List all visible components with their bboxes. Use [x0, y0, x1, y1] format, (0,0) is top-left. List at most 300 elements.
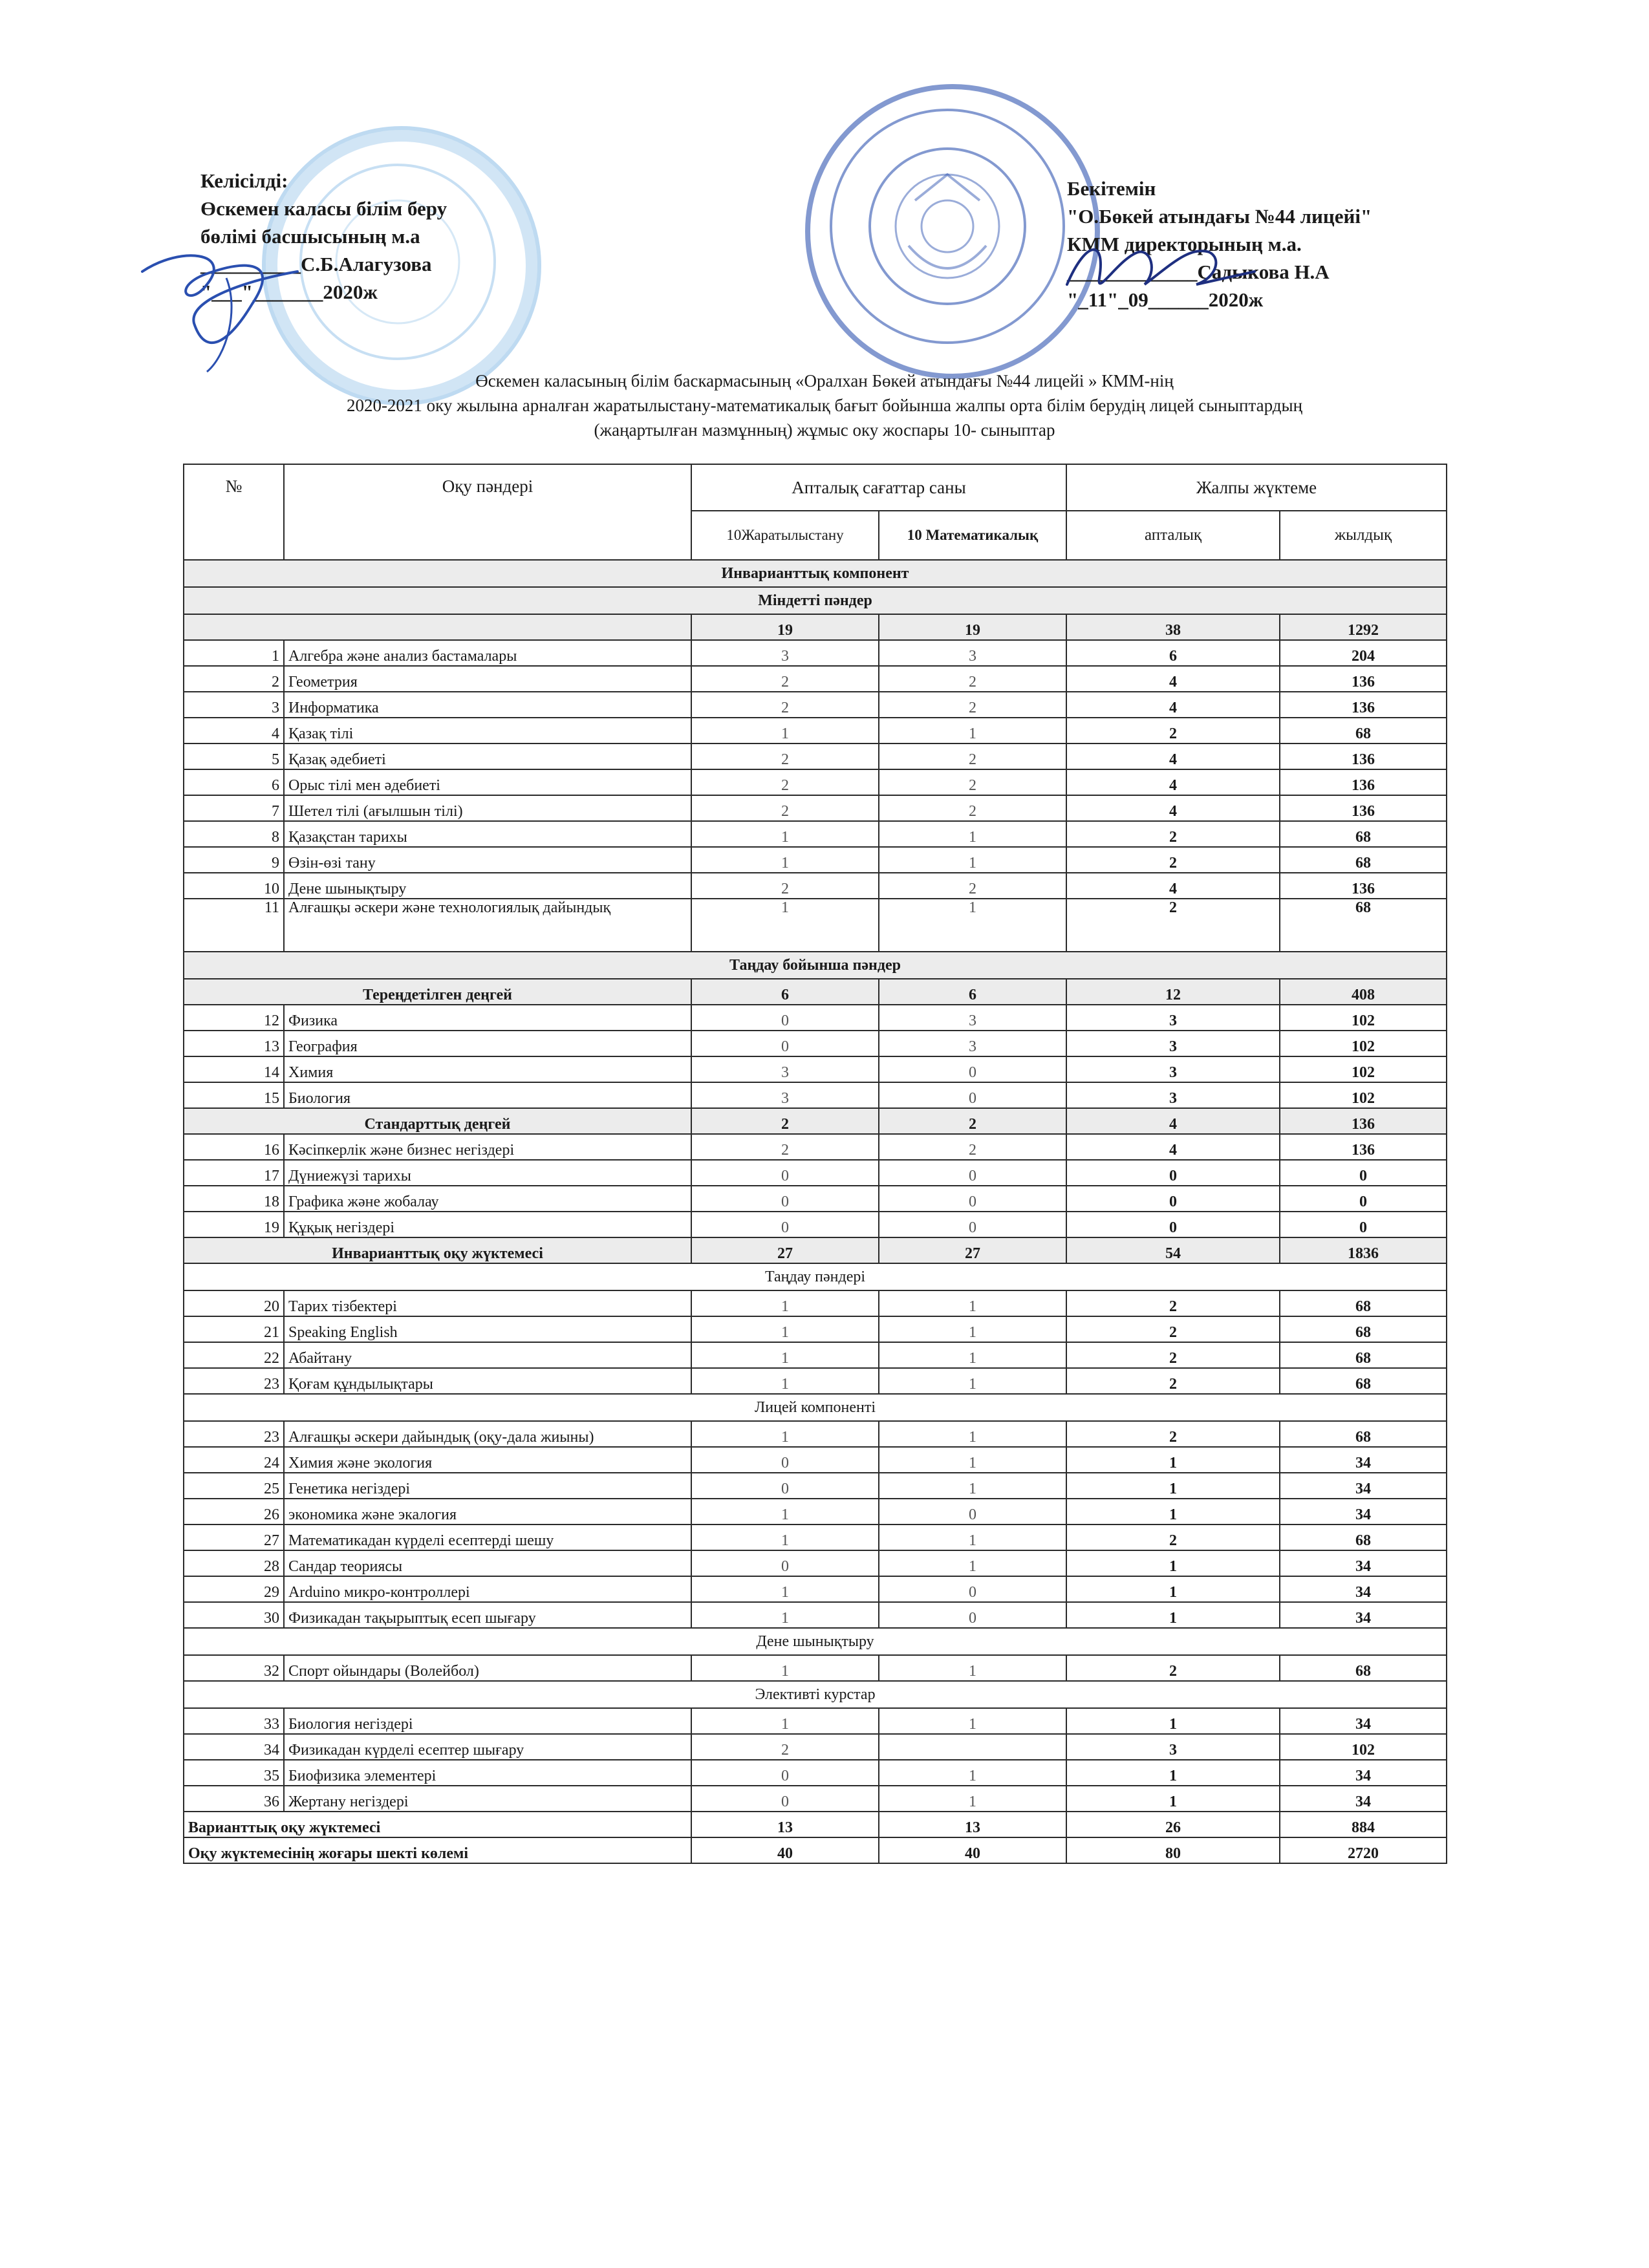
row-number: 16 [184, 1134, 284, 1160]
hours-natural-sciences: 1 [691, 1602, 879, 1628]
weekly-total: 1 [1066, 1602, 1280, 1628]
title-line3: (жаңартылған мазмұнның) жұмыс оку жоспары 10- сыныптар [594, 420, 1055, 440]
row-number: 19 [184, 1212, 284, 1237]
subject-name: Қазақ әдебиеті [284, 744, 691, 769]
subject-name: Speaking English [284, 1316, 691, 1342]
subject-name: Дене шынықтыру [284, 873, 691, 899]
weekly-total: 3 [1066, 1734, 1280, 1760]
mandatory-totals-row-yearly: 1292 [1280, 614, 1447, 640]
hours-natural-sciences: 1 [691, 1342, 879, 1368]
hours-math: 0 [879, 1186, 1066, 1212]
table-row [184, 821, 1447, 847]
table-row [184, 1708, 1447, 1734]
yearly-total: 102 [1280, 1734, 1447, 1760]
hours-natural-sciences: 3 [691, 640, 879, 666]
section-pe-label: Дене шынықтыру [184, 1628, 1447, 1655]
weekly-total: 4 [1066, 744, 1280, 769]
row-number: 14 [184, 1056, 284, 1082]
yearly-total: 68 [1280, 1655, 1447, 1681]
yearly-total: 0 [1280, 1186, 1447, 1212]
weekly-total: 4 [1066, 1134, 1280, 1160]
hours-math: 1 [879, 1524, 1066, 1550]
hours-math: 0 [879, 1576, 1066, 1602]
col-yearly-header: жылдық [1280, 511, 1447, 560]
weekly-total: 4 [1066, 795, 1280, 821]
hours-math: 0 [879, 1499, 1066, 1524]
variant-total-row [184, 1812, 1447, 1837]
mandatory-totals-row-math: 19 [879, 614, 1066, 640]
subject-name: Биология негіздері [284, 1708, 691, 1734]
subject-name: Алғашқы әскери және технологиялық дайындық [284, 899, 691, 952]
yearly-total: 34 [1280, 1473, 1447, 1499]
advanced-level-row-math: 6 [879, 979, 1066, 1005]
yearly-total: 68 [1280, 1290, 1447, 1316]
hours-natural-sciences: 0 [691, 1786, 879, 1812]
variant-total-row-label: Варианттық оқу жүктемесі [184, 1812, 691, 1837]
row-number: 21 [184, 1316, 284, 1342]
hours-math: 1 [879, 1473, 1066, 1499]
section-mandatory-label: Міндетті пәндер [184, 587, 1447, 614]
table-row [184, 1576, 1447, 1602]
subject-name: Химия және экология [284, 1447, 691, 1473]
table-row [184, 1082, 1447, 1108]
subject-name: Алғашқы әскери дайындық (оқу-дала жиыны) [284, 1421, 691, 1447]
subject-name: Өзін-өзі тану [284, 847, 691, 873]
approval-right-line4: _____________Садыкова Н.А [1067, 261, 1330, 283]
row-number: 29 [184, 1576, 284, 1602]
hours-natural-sciences: 1 [691, 847, 879, 873]
subject-name: Arduino микро-контроллері [284, 1576, 691, 1602]
section-elective-label: Таңдау бойынша пәндер [184, 952, 1447, 979]
weekly-total: 6 [1066, 640, 1280, 666]
hours-math: 1 [879, 821, 1066, 847]
yearly-total: 102 [1280, 1005, 1447, 1031]
hours-natural-sciences: 0 [691, 1186, 879, 1212]
section-invariant-label: Инварианттық компонент [184, 560, 1447, 587]
yearly-total: 136 [1280, 795, 1447, 821]
yearly-total: 68 [1280, 1368, 1447, 1394]
invariant-total-row-math: 27 [879, 1237, 1066, 1263]
max-total-row-math: 40 [879, 1837, 1066, 1863]
hours-math: 0 [879, 1160, 1066, 1186]
subject-name: Химия [284, 1056, 691, 1082]
weekly-total: 2 [1066, 1421, 1280, 1447]
table-row [184, 1368, 1447, 1394]
hours-natural-sciences: 1 [691, 1524, 879, 1550]
yearly-total: 136 [1280, 1134, 1447, 1160]
advanced-level-row-natural-sciences: 6 [691, 979, 879, 1005]
row-number: 23 [184, 1368, 284, 1394]
hours-math: 2 [879, 795, 1066, 821]
approval-right-line1: Бекітемін [1067, 177, 1156, 200]
approval-right-line3: КММ директорының м.а. [1067, 233, 1302, 255]
mandatory-totals-row-weekly: 38 [1066, 614, 1280, 640]
subject-name: Тарих тізбектері [284, 1290, 691, 1316]
hours-math: 2 [879, 873, 1066, 899]
subject-name: Сандар теориясы [284, 1550, 691, 1576]
max-total-row-natural-sciences: 40 [691, 1837, 879, 1863]
table-row [184, 1550, 1447, 1576]
yearly-total: 34 [1280, 1760, 1447, 1786]
standard-level-row-natural-sciences: 2 [691, 1108, 879, 1134]
yearly-total: 68 [1280, 1316, 1447, 1342]
left-signature [129, 233, 362, 381]
row-number: 30 [184, 1602, 284, 1628]
subject-name: Информатика [284, 692, 691, 718]
weekly-total: 2 [1066, 1342, 1280, 1368]
table-row [184, 1031, 1447, 1056]
weekly-total: 2 [1066, 847, 1280, 873]
yearly-total: 34 [1280, 1708, 1447, 1734]
yearly-total: 136 [1280, 666, 1447, 692]
row-number: 17 [184, 1160, 284, 1186]
hours-natural-sciences: 2 [691, 1134, 879, 1160]
hours-math: 2 [879, 1134, 1066, 1160]
yearly-total: 0 [1280, 1160, 1447, 1186]
standard-level-row-weekly: 4 [1066, 1108, 1280, 1134]
row-number: 22 [184, 1342, 284, 1368]
weekly-total: 0 [1066, 1186, 1280, 1212]
yearly-total: 68 [1280, 718, 1447, 744]
hours-math: 0 [879, 1602, 1066, 1628]
row-number: 25 [184, 1473, 284, 1499]
title-line1: Өскемен каласының білім баскармасының «Оралхан Бөкей атындағы №44 лицейі » КММ-нің [475, 371, 1174, 390]
section-lyceum-label: Лицей компоненті [184, 1394, 1447, 1421]
approval-left-line5: "___"_______2020ж [200, 281, 378, 303]
section-choice-label: Таңдау пәндері [184, 1263, 1447, 1290]
hours-natural-sciences: 1 [691, 1290, 879, 1316]
approval-left-line1: Келісілді: [200, 169, 288, 192]
hours-math: 1 [879, 1447, 1066, 1473]
col-total-load-header: Жалпы жүктеме [1066, 464, 1447, 511]
right-stamp [805, 84, 1100, 379]
weekly-total: 4 [1066, 692, 1280, 718]
col-num-header: № [184, 464, 284, 560]
subject-name: экономика және экалогия [284, 1499, 691, 1524]
hours-natural-sciences: 1 [691, 1368, 879, 1394]
row-number: 35 [184, 1760, 284, 1786]
standard-level-row-math: 2 [879, 1108, 1066, 1134]
hours-math: 1 [879, 1342, 1066, 1368]
row-number: 4 [184, 718, 284, 744]
weekly-total: 1 [1066, 1760, 1280, 1786]
right-stamp-graphic [805, 84, 1090, 369]
section-courses-label: Элективті курстар [184, 1681, 1447, 1708]
row-number: 6 [184, 769, 284, 795]
row-number: 8 [184, 821, 284, 847]
subject-name: Құқық негіздері [284, 1212, 691, 1237]
table-row [184, 1134, 1447, 1160]
weekly-total: 2 [1066, 1316, 1280, 1342]
hours-math: 2 [879, 769, 1066, 795]
weekly-total: 2 [1066, 821, 1280, 847]
hours-math: 1 [879, 718, 1066, 744]
col-weekly-hours-header: Апталық сағаттар саны [691, 464, 1066, 511]
row-number: 13 [184, 1031, 284, 1056]
yearly-total: 68 [1280, 847, 1447, 873]
weekly-total: 0 [1066, 1160, 1280, 1186]
hours-natural-sciences: 1 [691, 899, 879, 952]
section-pe [184, 1628, 1447, 1655]
hours-math: 1 [879, 1421, 1066, 1447]
weekly-total: 2 [1066, 1368, 1280, 1394]
row-number: 9 [184, 847, 284, 873]
hours-natural-sciences: 2 [691, 769, 879, 795]
invariant-total-row [184, 1237, 1447, 1263]
yearly-total: 136 [1280, 769, 1447, 795]
row-number: 23 [184, 1421, 284, 1447]
table-row [184, 1290, 1447, 1316]
subject-name: Қазақ тілі [284, 718, 691, 744]
weekly-total: 2 [1066, 899, 1280, 952]
col-math-header: 10 Математикалық [879, 511, 1066, 560]
yearly-total: 34 [1280, 1786, 1447, 1812]
advanced-level-row-yearly: 408 [1280, 979, 1447, 1005]
yearly-total: 136 [1280, 744, 1447, 769]
hours-natural-sciences: 0 [691, 1760, 879, 1786]
section-mandatory [184, 587, 1447, 614]
row-number: 10 [184, 873, 284, 899]
section-lyceum [184, 1394, 1447, 1421]
hours-natural-sciences: 1 [691, 821, 879, 847]
row-number: 34 [184, 1734, 284, 1760]
yearly-total: 102 [1280, 1082, 1447, 1108]
col-natural-sciences-header: 10Жаратылыстану [691, 511, 879, 560]
weekly-total: 3 [1066, 1031, 1280, 1056]
right-signature [1061, 226, 1267, 317]
max-total-row-weekly: 80 [1066, 1837, 1280, 1863]
row-number: 5 [184, 744, 284, 769]
table-row [184, 1421, 1447, 1447]
approval-left-line4: __________С.Б.Алагузова [200, 253, 432, 275]
mandatory-totals-row-natural-sciences: 19 [691, 614, 879, 640]
hours-math: 3 [879, 1031, 1066, 1056]
hours-math: 0 [879, 1212, 1066, 1237]
mandatory-totals-row-blank [184, 614, 691, 640]
row-number: 18 [184, 1186, 284, 1212]
table-row [184, 666, 1447, 692]
subject-name: Қоғам құндылықтары [284, 1368, 691, 1394]
weekly-total: 1 [1066, 1708, 1280, 1734]
table-row [184, 1602, 1447, 1628]
row-number: 3 [184, 692, 284, 718]
weekly-total: 1 [1066, 1786, 1280, 1812]
row-number: 15 [184, 1082, 284, 1108]
yearly-total: 68 [1280, 821, 1447, 847]
hours-natural-sciences: 2 [691, 795, 879, 821]
hours-natural-sciences: 2 [691, 666, 879, 692]
hours-natural-sciences: 2 [691, 1734, 879, 1760]
row-number: 28 [184, 1550, 284, 1576]
table-row [184, 795, 1447, 821]
weekly-total: 4 [1066, 769, 1280, 795]
hours-natural-sciences: 1 [691, 1576, 879, 1602]
table-row [184, 1342, 1447, 1368]
section-choice [184, 1263, 1447, 1290]
col-weekly-header: апталық [1066, 511, 1280, 560]
hours-math: 1 [879, 1316, 1066, 1342]
subject-name: Абайтану [284, 1342, 691, 1368]
weekly-total: 2 [1066, 1290, 1280, 1316]
col-subjects-header: Оқу пәндері [284, 464, 691, 560]
subject-name: Кәсіпкерлік және бизнес негіздері [284, 1134, 691, 1160]
approval-right-line5: "_11"_09______2020ж [1067, 288, 1264, 311]
standard-level-row [184, 1108, 1447, 1134]
yearly-total: 136 [1280, 873, 1447, 899]
table-row [184, 718, 1447, 744]
invariant-total-row-natural-sciences: 27 [691, 1237, 879, 1263]
yearly-total: 34 [1280, 1602, 1447, 1628]
hours-natural-sciences: 1 [691, 718, 879, 744]
table-row [184, 1473, 1447, 1499]
advanced-level-row [184, 979, 1447, 1005]
hours-math: 3 [879, 1005, 1066, 1031]
weekly-total: 1 [1066, 1447, 1280, 1473]
yearly-total: 102 [1280, 1031, 1447, 1056]
yearly-total: 102 [1280, 1056, 1447, 1082]
row-number: 12 [184, 1005, 284, 1031]
invariant-total-row-label: Инварианттық оқу жүктемесі [184, 1237, 691, 1263]
table-row [184, 1734, 1447, 1760]
table-row [184, 692, 1447, 718]
hours-math: 3 [879, 640, 1066, 666]
table-row [184, 1524, 1447, 1550]
table-row [184, 1499, 1447, 1524]
subject-name: Геометрия [284, 666, 691, 692]
weekly-total: 3 [1066, 1005, 1280, 1031]
yearly-total: 34 [1280, 1447, 1447, 1473]
hours-natural-sciences: 0 [691, 1005, 879, 1031]
subject-name: Физикадан тақырыптық есеп шығару [284, 1602, 691, 1628]
weekly-total: 2 [1066, 1524, 1280, 1550]
invariant-total-row-weekly: 54 [1066, 1237, 1280, 1263]
table-row [184, 769, 1447, 795]
row-number: 32 [184, 1655, 284, 1681]
hours-math [879, 1734, 1066, 1760]
hours-math: 1 [879, 1760, 1066, 1786]
title-line2: 2020-2021 оку жылына арналған жаратылыстану-математикалық бағыт бойынша жалпы орта білім берудің лицей сыныптардың [346, 396, 1303, 415]
row-number: 24 [184, 1447, 284, 1473]
subject-name: География [284, 1031, 691, 1056]
subject-name: Генетика негіздері [284, 1473, 691, 1499]
weekly-total: 1 [1066, 1473, 1280, 1499]
table-row [184, 847, 1447, 873]
weekly-total: 1 [1066, 1550, 1280, 1576]
hours-natural-sciences: 2 [691, 744, 879, 769]
subject-name: Спорт ойындары (Волейбол) [284, 1655, 691, 1681]
subject-name: Алгебра және анализ бастамалары [284, 640, 691, 666]
hours-math: 0 [879, 1082, 1066, 1108]
row-number: 1 [184, 640, 284, 666]
max-total-row-label: Оқу жүктемесінің жоғары шекті көлемі [184, 1837, 691, 1863]
subject-name: Шетел тілі (ағылшын тілі) [284, 795, 691, 821]
subject-name: Биология [284, 1082, 691, 1108]
yearly-total: 136 [1280, 692, 1447, 718]
hours-math: 1 [879, 847, 1066, 873]
row-number: 33 [184, 1708, 284, 1734]
table-row [184, 1447, 1447, 1473]
section-invariant [184, 560, 1447, 587]
variant-total-row-weekly: 26 [1066, 1812, 1280, 1837]
yearly-total: 34 [1280, 1499, 1447, 1524]
yearly-total: 68 [1280, 1524, 1447, 1550]
hours-natural-sciences: 3 [691, 1056, 879, 1082]
row-number: 2 [184, 666, 284, 692]
hours-natural-sciences: 0 [691, 1550, 879, 1576]
yearly-total: 204 [1280, 640, 1447, 666]
weekly-total: 1 [1066, 1499, 1280, 1524]
weekly-total: 0 [1066, 1212, 1280, 1237]
standard-level-row-yearly: 136 [1280, 1108, 1447, 1134]
advanced-level-row-label: Тереңдетілген деңгей [184, 979, 691, 1005]
table-row [184, 744, 1447, 769]
weekly-total: 2 [1066, 718, 1280, 744]
curriculum-table [183, 464, 1447, 1864]
curriculum-table-body [184, 464, 1447, 1863]
hours-natural-sciences: 1 [691, 1421, 879, 1447]
subject-name: Физика [284, 1005, 691, 1031]
hours-math: 1 [879, 1786, 1066, 1812]
subject-name: Қазақстан тарихы [284, 821, 691, 847]
table-row [184, 1160, 1447, 1186]
hours-natural-sciences: 2 [691, 873, 879, 899]
table-row [184, 1056, 1447, 1082]
hours-natural-sciences: 1 [691, 1316, 879, 1342]
max-total-row [184, 1837, 1447, 1863]
hours-math: 1 [879, 1550, 1066, 1576]
hours-math: 1 [879, 899, 1066, 952]
subject-name: Графика және жобалау [284, 1186, 691, 1212]
weekly-total: 1 [1066, 1576, 1280, 1602]
yearly-total: 0 [1280, 1212, 1447, 1237]
subject-name: Биофизика элементері [284, 1760, 691, 1786]
yearly-total: 68 [1280, 899, 1447, 952]
yearly-total: 68 [1280, 1342, 1447, 1368]
table-row [184, 1760, 1447, 1786]
weekly-total: 4 [1066, 873, 1280, 899]
max-total-row-yearly: 2720 [1280, 1837, 1447, 1863]
standard-level-row-label: Стандарттық деңгей [184, 1108, 691, 1134]
row-number: 27 [184, 1524, 284, 1550]
yearly-total: 34 [1280, 1576, 1447, 1602]
row-number: 11 [184, 899, 284, 952]
approval-left-line3: бөлімі басшысының м.а [200, 225, 420, 248]
advanced-level-row-weekly: 12 [1066, 979, 1280, 1005]
weekly-total: 3 [1066, 1082, 1280, 1108]
table-row [184, 1655, 1447, 1681]
hours-natural-sciences: 2 [691, 692, 879, 718]
row-number: 36 [184, 1786, 284, 1812]
approval-left-line2: Өскемен каласы білім беру [200, 197, 447, 220]
hours-math: 0 [879, 1056, 1066, 1082]
hours-natural-sciences: 1 [691, 1655, 879, 1681]
hours-natural-sciences: 0 [691, 1447, 879, 1473]
hours-math: 1 [879, 1290, 1066, 1316]
hours-natural-sciences: 3 [691, 1082, 879, 1108]
table-row [184, 1186, 1447, 1212]
table-row [184, 1786, 1447, 1812]
hours-natural-sciences: 1 [691, 1708, 879, 1734]
hours-math: 1 [879, 1368, 1066, 1394]
hours-math: 2 [879, 666, 1066, 692]
table-row [184, 899, 1447, 952]
hours-natural-sciences: 0 [691, 1160, 879, 1186]
table-row [184, 1212, 1447, 1237]
subject-name: Орыс тілі мен әдебиеті [284, 769, 691, 795]
table-row [184, 640, 1447, 666]
weekly-total: 2 [1066, 1655, 1280, 1681]
hours-math: 1 [879, 1708, 1066, 1734]
